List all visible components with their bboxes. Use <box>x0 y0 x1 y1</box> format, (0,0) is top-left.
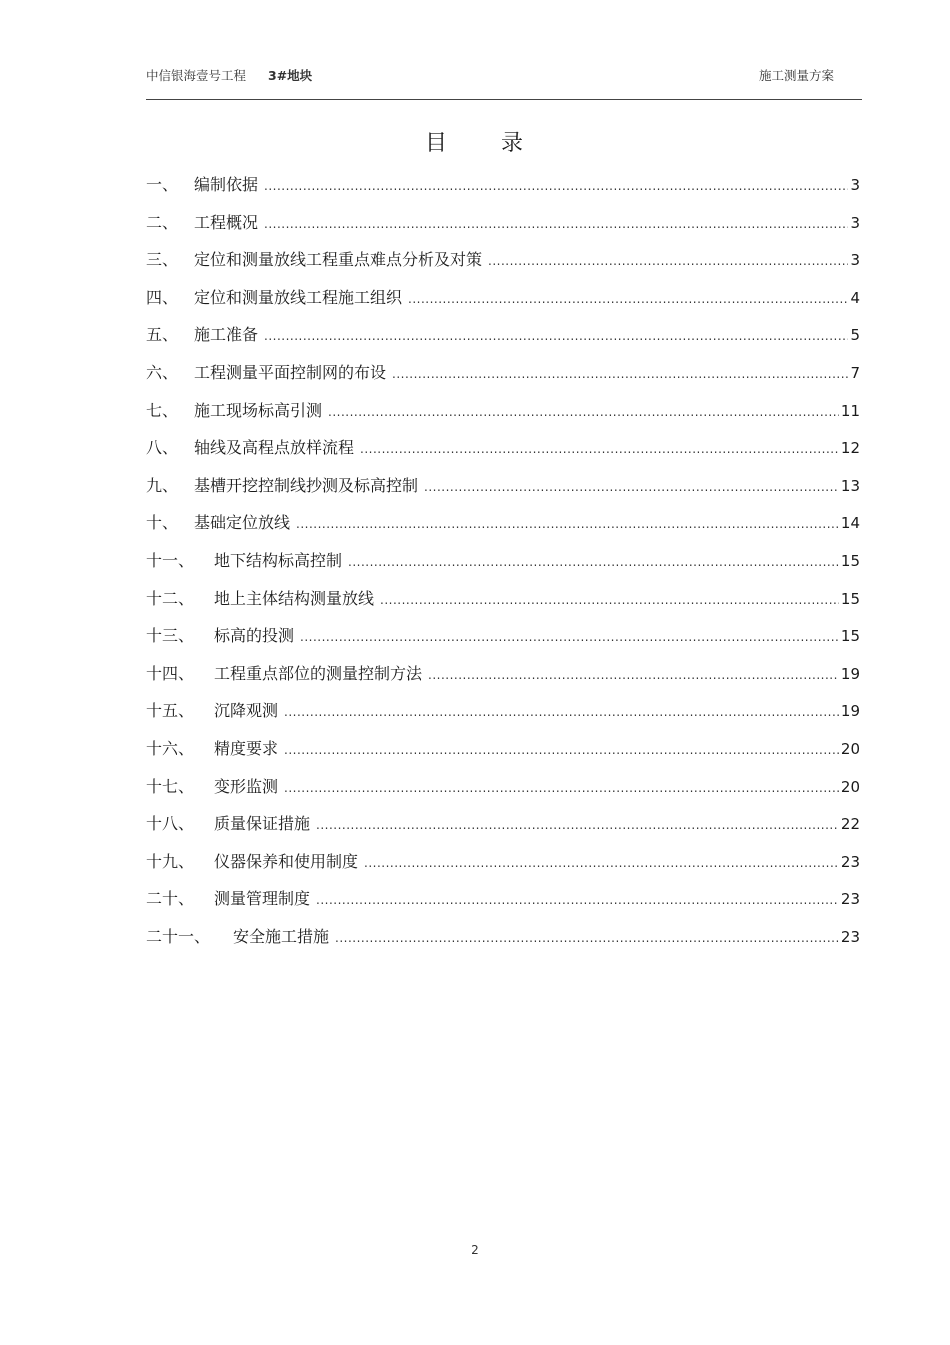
toc-entry-page: 19 <box>840 702 860 721</box>
toc-dot-leader <box>284 732 839 770</box>
toc-entry[interactable] <box>146 166 860 204</box>
header-plot-number: 3#地块 <box>268 68 313 83</box>
toc-entry-number: 十一、 <box>146 550 195 570</box>
toc-entry-number: 三、 <box>146 250 179 270</box>
toc-entry[interactable] <box>146 880 860 918</box>
toc-entry-page: 15 <box>840 589 860 608</box>
toc-entry-label: 施工准备 <box>194 325 259 345</box>
toc-entry-number: 十五、 <box>146 701 195 721</box>
toc-entry[interactable] <box>146 316 860 354</box>
toc-dot-leader <box>392 356 848 394</box>
toc-entry-page: 20 <box>840 739 860 758</box>
toc-dot-leader <box>328 394 839 432</box>
toc-entry-page: 15 <box>840 627 860 646</box>
toc-entry-page: 20 <box>840 777 860 796</box>
toc-entry[interactable] <box>146 279 860 317</box>
toc-entry[interactable] <box>146 467 860 505</box>
toc-entry-label: 测量管理制度 <box>214 889 311 909</box>
toc-entry-page: 7 <box>850 363 860 382</box>
toc-dot-leader <box>300 619 839 657</box>
toc-entry-number: 二十一、 <box>146 926 211 946</box>
toc-entry-page: 3 <box>850 251 860 270</box>
toc-entry-label: 精度要求 <box>214 738 279 758</box>
page-number: 2 <box>471 1243 479 1257</box>
toc-dot-leader <box>316 807 839 845</box>
toc-entry-number: 五、 <box>146 325 179 345</box>
toc-dot-leader <box>264 168 848 206</box>
toc-entry-number: 九、 <box>146 475 179 495</box>
toc-entry-label: 基槽开挖控制线抄测及标高控制 <box>194 475 419 495</box>
toc-entry[interactable] <box>146 617 860 655</box>
toc-entry-number: 十九、 <box>146 851 195 871</box>
toc-heading-char-1: 目 <box>424 131 449 156</box>
header-project-name: 中信银海壹号工程 <box>146 68 247 83</box>
header-document-title: 施工测量方案 <box>758 68 834 83</box>
header-divider <box>146 99 862 100</box>
toc-entry[interactable] <box>146 655 860 693</box>
toc-dot-leader <box>284 770 839 808</box>
toc-dot-leader <box>428 657 839 695</box>
toc-entry-label: 地上主体结构测量放线 <box>214 588 375 608</box>
toc-dot-leader <box>408 281 848 319</box>
toc-entry-label: 基础定位放线 <box>194 513 291 533</box>
toc-entry-page: 5 <box>850 326 860 345</box>
toc-entry[interactable] <box>146 429 860 467</box>
toc-entry[interactable] <box>146 768 860 806</box>
toc-entry-label: 工程测量平面控制网的布设 <box>194 362 387 382</box>
toc-dot-leader <box>364 845 839 883</box>
toc-heading-char-2: 录 <box>501 131 526 156</box>
toc-entry[interactable] <box>146 805 860 843</box>
toc-entry-number: 十七、 <box>146 776 195 796</box>
toc-dot-leader <box>360 431 839 469</box>
toc-entry-label: 定位和测量放线工程施工组织 <box>194 287 403 307</box>
toc-entry-number: 十三、 <box>146 626 195 646</box>
toc-entry-number: 十六、 <box>146 738 195 758</box>
toc-entry[interactable] <box>146 504 860 542</box>
toc-entry-label: 仪器保养和使用制度 <box>214 851 359 871</box>
toc-entry-number: 四、 <box>146 287 179 307</box>
toc-entry-label: 施工现场标高引测 <box>194 400 323 420</box>
toc-entry-number: 一、 <box>146 175 179 194</box>
toc-entry-number: 七、 <box>146 400 179 420</box>
toc-entry[interactable] <box>146 241 860 279</box>
toc-entry[interactable] <box>146 542 860 580</box>
toc-dot-leader <box>380 582 839 620</box>
toc-entry[interactable] <box>146 692 860 730</box>
toc-entry-page: 3 <box>850 213 860 232</box>
toc-entry-number: 二、 <box>146 212 179 232</box>
toc-entry-label: 安全施工措施 <box>233 926 330 946</box>
toc-dot-leader <box>264 318 848 356</box>
toc-dot-leader <box>284 694 839 732</box>
toc-entry-label: 变形监测 <box>214 776 279 796</box>
toc-entry[interactable] <box>146 580 860 618</box>
toc-entry[interactable] <box>146 354 860 392</box>
toc-entry-number: 十四、 <box>146 663 195 683</box>
toc-entry[interactable] <box>146 918 860 956</box>
toc-dot-leader <box>424 469 839 507</box>
toc-entry-page: 22 <box>840 815 860 834</box>
page-header <box>146 66 862 88</box>
toc-dot-leader <box>264 206 848 244</box>
toc-entry-page: 13 <box>840 476 860 495</box>
toc-entry-number: 十八、 <box>146 814 195 834</box>
header-project-info <box>146 66 312 84</box>
toc-entry-label: 地下结构标高控制 <box>214 550 343 570</box>
toc-entry-label: 质量保证措施 <box>214 814 311 834</box>
toc-entry-label: 轴线及高程点放样流程 <box>194 438 355 458</box>
toc-dot-leader <box>296 506 839 544</box>
toc-dot-leader <box>488 243 848 281</box>
toc-dot-leader <box>316 882 839 920</box>
toc-entry-page: 19 <box>840 664 860 683</box>
toc-entry-page: 23 <box>840 890 860 909</box>
toc-dot-leader <box>348 544 839 582</box>
toc-entry-label: 沉降观测 <box>214 701 279 721</box>
toc-entry-number: 八、 <box>146 438 179 458</box>
toc-entry-number: 六、 <box>146 362 179 382</box>
toc-entry[interactable] <box>146 730 860 768</box>
toc-entry-number: 十二、 <box>146 588 195 608</box>
toc-entry-page: 4 <box>850 288 860 307</box>
table-of-contents <box>146 166 860 955</box>
toc-entry[interactable] <box>146 843 860 881</box>
toc-entry[interactable] <box>146 204 860 242</box>
toc-heading <box>0 126 950 157</box>
toc-entry-label: 编制依据 <box>194 175 259 194</box>
toc-entry-page: 15 <box>840 551 860 570</box>
toc-dot-leader <box>335 920 839 958</box>
toc-entry-number: 二十、 <box>146 889 195 909</box>
toc-entry-label: 工程重点部位的测量控制方法 <box>214 663 423 683</box>
toc-entry-number: 十、 <box>146 513 179 533</box>
toc-entry-page: 11 <box>840 401 860 420</box>
toc-entry-label: 工程概况 <box>194 212 259 232</box>
toc-entry-page: 3 <box>850 176 860 194</box>
toc-entry-page: 23 <box>840 927 860 946</box>
toc-entry-page: 23 <box>840 852 860 871</box>
toc-entry[interactable] <box>146 392 860 430</box>
toc-entry-label: 标高的投测 <box>214 626 295 646</box>
toc-entry-label: 定位和测量放线工程重点难点分析及对策 <box>194 250 483 270</box>
toc-entry-page: 14 <box>840 514 860 533</box>
toc-entry-page: 12 <box>840 439 860 458</box>
